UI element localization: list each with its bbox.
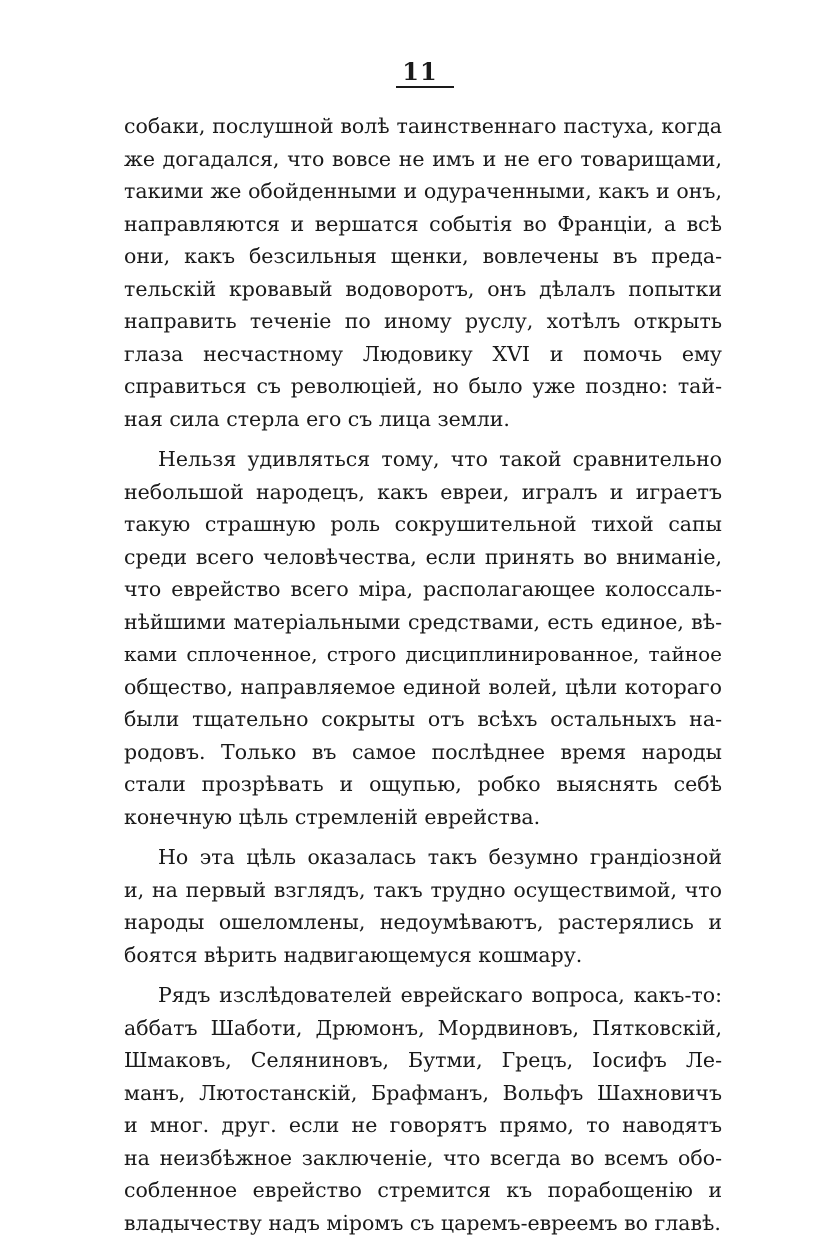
- text-line: среди всего человѣчества, если принять во вниманіе,: [124, 541, 722, 574]
- text-line: Шмаковъ, Селяниновъ, Бутми, Грецъ, Іосифъ Ле-: [124, 1044, 722, 1077]
- text-line: стали прозрѣвать и ощупью, робко выяснять себѣ: [124, 768, 722, 801]
- text-line: манъ, Лютостанскій, Брафманъ, Вольфъ Шахновичъ: [124, 1077, 722, 1110]
- text-line: владычеству надъ міромъ съ царемъ-евреемъ во главѣ.: [124, 1207, 722, 1239]
- text-line: справиться съ революціей, но было уже поздно: тай-: [124, 370, 722, 403]
- text-line: такими же обойденными и одураченными, какъ и онъ,: [124, 175, 722, 208]
- text-line: Нельзя удивляться тому, что такой сравнительно: [124, 443, 722, 476]
- text-line: тельскій кровавый водоворотъ, онъ дѣлалъ попытки: [124, 273, 722, 306]
- text-line: аббатъ Шаботи, Дрюмонъ, Мордвиновъ, Пятковскій,: [124, 1012, 722, 1045]
- paragraph: [124, 443, 722, 833]
- text-line: собаки, послушной волѣ таинственнаго пастуха, когда: [124, 110, 722, 143]
- text-line: ками сплоченное, строго дисциплинированное, тайное: [124, 638, 722, 671]
- text-line: были тщательно сокрыты отъ всѣхъ остальныхъ на-: [124, 703, 722, 736]
- text-line: направляются и вершатся событія во Франціи, а всѣ: [124, 208, 722, 241]
- text-line: на неизбѣжное заключеніе, что всегда во всемъ обо-: [124, 1142, 722, 1175]
- text-line: нѣйшими матеріальными средствами, есть единое, вѣ-: [124, 606, 722, 639]
- text-line: общество, направляемое единой волей, цѣли котораго: [124, 671, 722, 704]
- text-line: же догадался, что вовсе не имъ и не его товарищами,: [124, 143, 722, 176]
- text-line: Рядъ изслѣдователей еврейскаго вопроса, какъ-то:: [124, 979, 722, 1012]
- paragraph: [124, 979, 722, 1239]
- text-line: народы ошеломлены, недоумѣваютъ, растерялись и: [124, 906, 722, 939]
- text-line: такую страшную роль сокрушительной тихой сапы: [124, 508, 722, 541]
- text-line: конечную цѣль стремленій еврейства.: [124, 801, 722, 834]
- text-line: небольшой народецъ, какъ евреи, игралъ и играетъ: [124, 476, 722, 509]
- paragraph: [124, 110, 722, 435]
- page-number-underline: [396, 86, 454, 88]
- body-text: [124, 110, 722, 1239]
- text-line: Но эта цѣль оказалась такъ безумно грандіозной: [124, 841, 722, 874]
- text-line: что еврейство всего міра, располагающее колоссаль-: [124, 573, 722, 606]
- page-number: 11: [0, 58, 840, 86]
- text-line: и мног. друг. если не говорятъ прямо, то наводятъ: [124, 1109, 722, 1142]
- text-line: они, какъ безсильныя щенки, вовлечены въ преда-: [124, 240, 722, 273]
- text-line: и, на первый взглядъ, такъ трудно осуществимой, что: [124, 874, 722, 907]
- text-line: глаза несчастному Людовику XVI и помочь ему: [124, 338, 722, 371]
- text-line: боятся вѣрить надвигающемуся кошмару.: [124, 939, 722, 972]
- text-line: родовъ. Только въ самое послѣднее время народы: [124, 736, 722, 769]
- text-line: ная сила стерла его съ лица земли.: [124, 403, 722, 436]
- text-line: направить теченіе по иному руслу, хотѣлъ открыть: [124, 305, 722, 338]
- paragraph: [124, 841, 722, 971]
- text-line: собленное еврейство стремится къ порабощенію и: [124, 1174, 722, 1207]
